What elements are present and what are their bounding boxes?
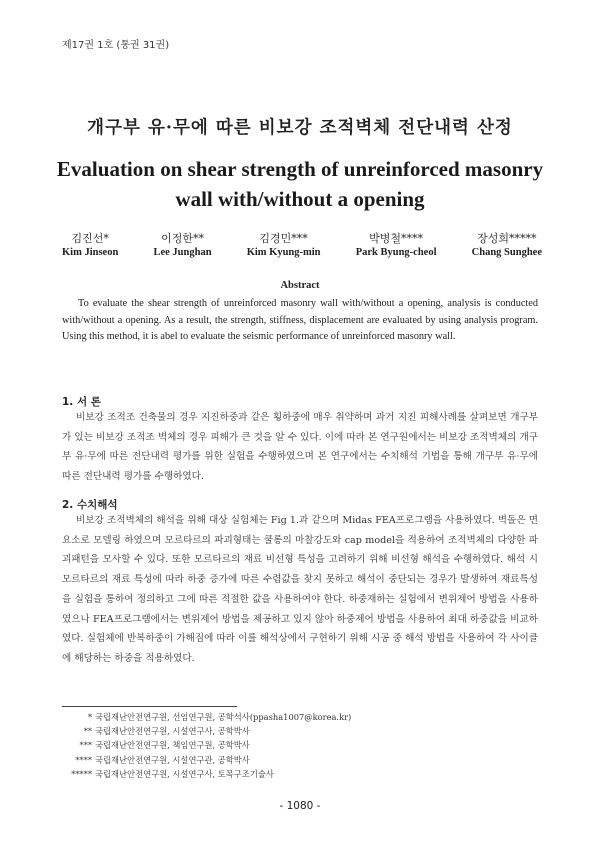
page-number: - 1080 - [279, 800, 321, 812]
author [247, 231, 321, 260]
author-name-korean: 박병철**** [369, 232, 424, 245]
footnote-text: 국립재난안전연구원, 책임연구원, 공학박사 [95, 740, 250, 751]
section-heading-introduction: 1. 서 론 [62, 396, 101, 408]
section-body-introduction: 비보강 조적조 건축물의 경우 지진하중과 같은 횡하중에 매우 취약하며 과거 지진 피해사례를 살펴보면 개구부가 있는 비보강 조적조 벽체의 경우 피해가 큰 것을 알 수 있다. 이에 따라 본 연구원에서는 비보강 조적벽체의 개구부 유·무에 따른 전단내력 평가를 위한 실험을 수행하였으며 본 연구에서는 수치해석 기법을 통해 개구부 유·무에 따른 전단내력 평가를 수행하였다. [62, 412, 538, 483]
author-name-korean: 장성희***** [477, 232, 537, 245]
footnote-mark: ** [83, 726, 92, 737]
author-name-english: Kim Jinseon [62, 247, 119, 258]
journal-header: 제17권 1호 (통권 31권) [62, 40, 170, 51]
author-name-korean: 이정한** [161, 232, 204, 245]
footnote [62, 738, 351, 752]
footnote-mark: * [87, 712, 92, 722]
author-name-english: Lee Junghan [153, 247, 212, 258]
abstract-heading: Abstract [280, 280, 320, 291]
footnote [62, 767, 351, 781]
footnote-text: 국립재난안전연구원, 선임연구원, 공학석사(ppasha1007@korea.kr) [95, 712, 352, 722]
author [472, 231, 542, 260]
footnote [62, 753, 351, 767]
footnote-mark: **** [75, 754, 92, 765]
footnote-text: 국립재난안전연구원, 시설연구사, 공학박사 [95, 726, 250, 737]
footnote-text: 국립재난안전연구원, 시설연구사, 토목구조기술사 [95, 768, 274, 779]
title-korean: 개구부 유·무에 따른 비보강 조적벽체 전단내력 산정 [87, 118, 513, 138]
section-body-numerical-analysis: 비보강 조적벽체의 해석을 위해 대상 실험체는 Fig 1.과 같으며 Midas FEA프로그램을 사용하였다. 벽돌은 면요소로 모델링 하였으며 모르타르의 파괴형태는 쿨롱의 마찰강도와 cap model을 적용하여 조적벽체의 다양한 파괴패턴을 모사할 수 있다. 또한 모르타르의 재료 비선형 특성을 고려하기 위해 비선형 해석을 수행하였다. 해석 시 모르타르의 재료 특성에 따라 하중 증가에 따른 수렴값을 찾지 못하고 해석이 중단되는 경우가 발생하여 재료특성을 실험을 통하여 정의하고 그에 따른 적절한 값을 사용하여야 한다. 하중재하는 실험에서 변위제어 방법을 사용하였으나 FEA프로그램에서는 변위제어 방법을 제공하고 있지 않아 하중제어 방법을 사용하여 최대 하중값을 비교하였다. 실험체에 반복하중이 가해짐에 따라 이를 해석상에서 구현하기 위해 시공 중 해석 방법을 사용하여 각 사이클에 해당하는 하중을 적용하였다. [62, 515, 538, 664]
footnote [62, 710, 351, 724]
title-english: Evaluation on shear strength of unreinforced masonry wall with/without a opening [56, 157, 544, 211]
footnote-text: 국립재난안전연구원, 시설연구관, 공학박사 [95, 754, 250, 765]
author-list [62, 231, 542, 260]
footnote-mark: ***** [71, 768, 92, 779]
footnotes [62, 710, 351, 781]
footnote-mark: *** [79, 740, 92, 751]
section-heading-numerical-analysis: 2. 수치해석 [62, 499, 118, 511]
author [153, 231, 211, 260]
author-name-english: Chang Sunghee [471, 247, 542, 258]
author-name-english: Park Byung-cheol [355, 247, 437, 258]
author-name-korean: 김진선* [71, 232, 109, 245]
author-name-english: Kim Kyung-min [246, 247, 321, 258]
author [356, 231, 437, 260]
footnote-divider [62, 706, 237, 707]
abstract-body: To evaluate the shear strength of unreinforced masonry wall with/without a opening, analysis is conducted with/without a opening. As a result, the strength, stiffness, displacement are evaluated by using analysis program. Using this method, it is abel to evaluate the seismic performance of unreinforced masonry wall. [62, 298, 538, 342]
author-name-korean: 김경민*** [259, 232, 308, 245]
footnote [62, 724, 351, 738]
author [62, 231, 118, 260]
